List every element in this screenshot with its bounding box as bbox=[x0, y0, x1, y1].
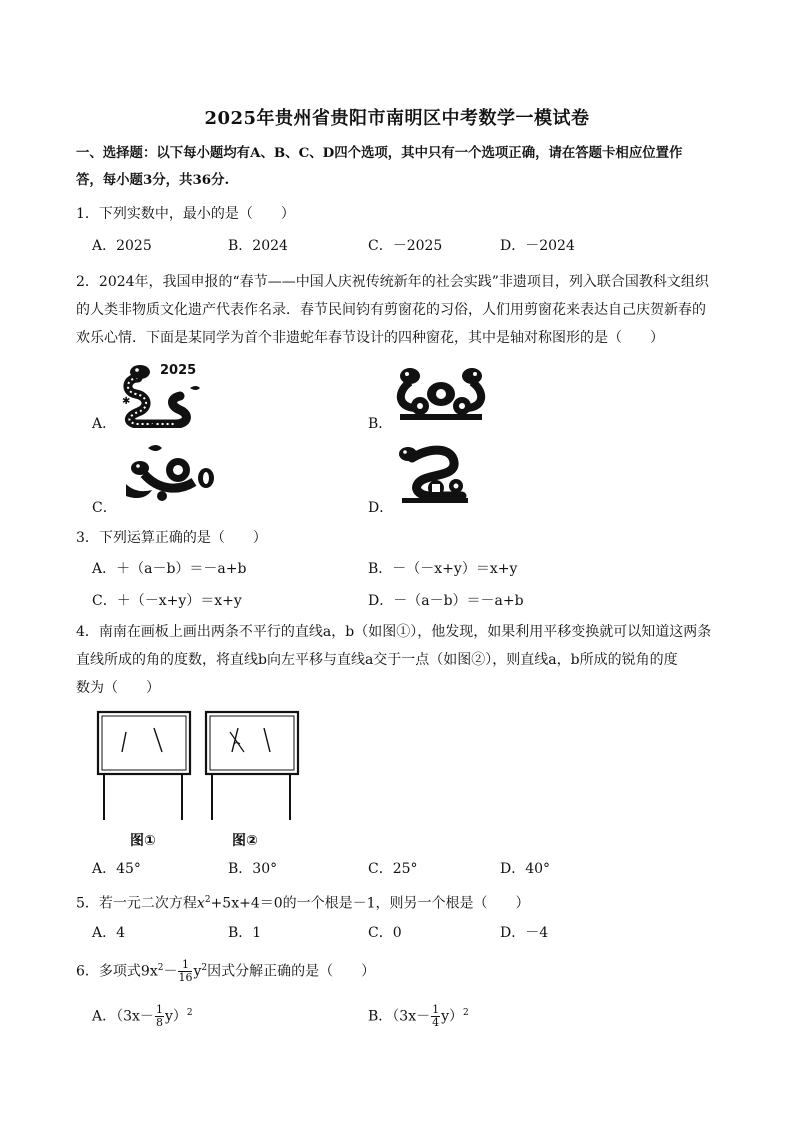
figure-1-caption: 图① bbox=[130, 833, 156, 849]
q3-option-d: D．－（a－b）＝－a+b bbox=[368, 593, 524, 609]
svg-text:✱: ✱ bbox=[150, 421, 157, 428]
q5-option-c: C．0 bbox=[368, 925, 402, 941]
q5-option-b: B．1 bbox=[228, 925, 262, 941]
q1-option-d: D．－2024 bbox=[500, 238, 575, 254]
section-heading-line2: 答，每小题3分，共36分. bbox=[76, 172, 230, 188]
q4-line1: 4．南南在画板上画出两条不平行的直线a，b（如图①），他发现，如果利用平移变换就可以知道这两条 bbox=[76, 624, 712, 640]
q2-line2: 的人类非物质文化遗产代表作名录．春节民间钧有剪窗花的习俗，人们用剪窗花来表达自己庆贺新春的 bbox=[76, 302, 706, 318]
figure-2-caption: 图② bbox=[232, 833, 258, 849]
section-heading-line1: 一、选择题：以下每小题均有A、B、C、D四个选项，其中只有一个选项正确，请在答题卡相应位置作 bbox=[76, 145, 683, 161]
q2-option-b-label: B． bbox=[368, 416, 393, 432]
svg-text:✱: ✱ bbox=[122, 396, 131, 407]
q3-option-c: C．＋（－x+y）＝x+y bbox=[92, 593, 242, 609]
section-heading bbox=[76, 140, 726, 194]
question-1-stem: 1．下列实数中，最小的是（ ） bbox=[76, 206, 295, 222]
q2-option-c-label: C． bbox=[92, 500, 117, 516]
q4-line3: 数为（ ） bbox=[76, 680, 160, 696]
q1-option-c: C．－2025 bbox=[368, 238, 443, 254]
q4-option-a: A．45° bbox=[92, 861, 141, 877]
snake-papercut-b-image bbox=[390, 364, 492, 422]
question-5-stem: 5．若一元二次方程$x^2+5x+4=0$的一个根是－1，则另一个根是（ ） bbox=[76, 895, 530, 912]
question-2-stem bbox=[76, 268, 726, 352]
q6-option-b: B．（3x－ $\frac{1}{4}$ y）$^2$ bbox=[368, 1003, 469, 1030]
q1-option-b: B．2024 bbox=[228, 238, 288, 254]
snake-papercut-d-image bbox=[392, 440, 476, 506]
q4-option-b: B．30° bbox=[228, 861, 278, 877]
question-6-stem: 6．多项式$9x^2-$ $\frac{1}{16}$ $y^2$因式分解正确的是（ ） bbox=[76, 958, 376, 985]
snake-papercut-c-image bbox=[118, 440, 220, 506]
easel-figure-2 bbox=[204, 708, 300, 824]
q4-option-c: C．25° bbox=[368, 861, 418, 877]
q5-option-a: A．4 bbox=[92, 925, 126, 941]
q3-option-b: B．－（－x+y）＝x+y bbox=[368, 561, 518, 577]
q4-option-d: D．40° bbox=[500, 861, 551, 877]
q6-option-a: A．（3x－ $\frac{1}{8}$ y）$^2$ bbox=[92, 1003, 193, 1030]
q3-option-a: A．＋（a－b）＝－a+b bbox=[92, 561, 247, 577]
question-4-stem bbox=[76, 618, 726, 702]
easel-figure-1 bbox=[96, 708, 192, 824]
q4-line2: 直线所成的角的度数，将直线b向左平移与直线a交于一点（如图②），则直线a，b所成的锐角的度 bbox=[76, 652, 678, 668]
q2-line1: 2．2024年，我国申报的“春节——中国人庆祝传统新年的社会实践”非遗项目，列入联合国教科文组织 bbox=[76, 274, 709, 290]
question-3-stem: 3．下列运算正确的是（ ） bbox=[76, 530, 267, 546]
q6-fraction: $\frac{1}{16}$ bbox=[178, 958, 193, 985]
q5-option-d: D．－4 bbox=[500, 925, 549, 941]
q2-option-a-label: A． bbox=[92, 416, 117, 432]
q2-option-d-label: D． bbox=[368, 500, 394, 516]
page-title: 2025年贵州省贵阳市南明区中考数学一模试卷 bbox=[204, 108, 590, 129]
q1-option-a: A．2025 bbox=[92, 238, 152, 254]
snake-papercut-a-image bbox=[116, 358, 208, 428]
q2-a-year-text: 2025 bbox=[160, 363, 197, 378]
q2-line3: 欢乐心情．下面是某同学为首个非遗蛇年春节设计的四种窗花，其中是轴对称图形的是（ ） bbox=[76, 330, 664, 346]
